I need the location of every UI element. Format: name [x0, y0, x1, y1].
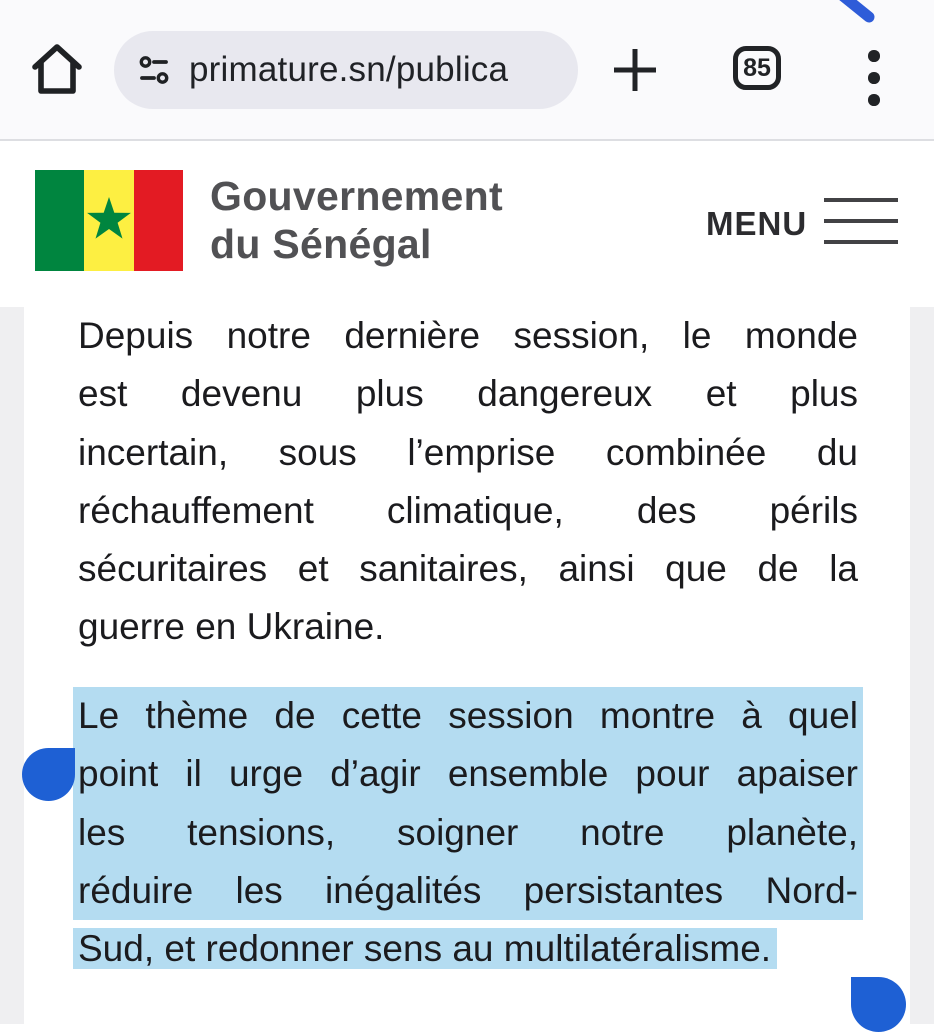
site-brand[interactable] [210, 172, 503, 268]
p1-line: incertain, sous l’emprise combinée du [78, 431, 858, 473]
tab-count: 85 [743, 53, 771, 82]
paragraph-2-selected [78, 687, 858, 978]
brand-line-2: du Sénégal [210, 221, 432, 267]
flag-star-icon [35, 170, 183, 271]
url-text[interactable]: primature.sn/publica [189, 50, 509, 89]
p1-line: Depuis notre dernière session, le monde [78, 315, 858, 356]
p2-line-highlighted: réduire les inégalités persistantes Nord- [73, 862, 863, 920]
browser-toolbar [0, 0, 934, 141]
p1-line: guerre en Ukraine. [78, 606, 385, 648]
p1-line: réchauffement climatique, des périls [78, 489, 858, 531]
home-icon[interactable] [31, 42, 83, 100]
p2-line-highlighted: Sud, et redonner sens au multilatéralisme. [73, 928, 777, 969]
tab-switcher-button[interactable] [733, 46, 781, 90]
blue-scribble-mark [833, 0, 883, 22]
p2-line-highlighted: Le thème de cette session montre à quel [73, 687, 863, 745]
menu-label: MENU [706, 205, 808, 242]
new-tab-icon[interactable] [611, 46, 659, 94]
p1-line: est devenu plus dangereux et plus [78, 373, 858, 415]
brand-line-1: Gouvernement [210, 173, 503, 219]
p2-line-highlighted: point il urge d’agir ensemble pour apaiser [73, 745, 863, 803]
paragraph-1 [78, 307, 858, 657]
url-bar[interactable] [114, 31, 578, 109]
site-header [0, 141, 934, 307]
selection-start-handle[interactable] [22, 748, 75, 801]
article-container [24, 307, 910, 1024]
site-info-icon[interactable] [139, 55, 169, 85]
p1-line: sécuritaires et sanitaires, ainsi que de la [78, 548, 858, 590]
p2-line-highlighted: les tensions, soigner notre planète, [73, 804, 863, 862]
senegal-flag-logo[interactable] [35, 170, 183, 271]
hamburger-icon [824, 198, 898, 261]
page-background [0, 307, 934, 1024]
kebab-menu-icon[interactable] [868, 50, 880, 122]
menu-button[interactable] [700, 196, 900, 256]
